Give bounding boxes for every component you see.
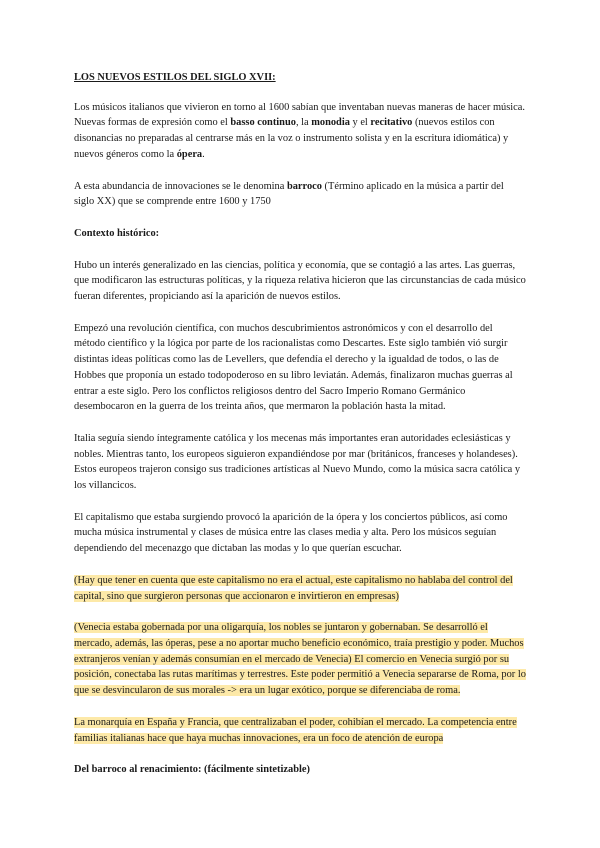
section-heading-barroco-renacimiento: Del barroco al renacimiento: (fácilmente sintetizable) <box>74 764 310 776</box>
paragraph-italia: Italia seguía siendo íntegramente católica y los mecenas más importantes eran autoridades eclesiásticas y nobles. Mientras tanto, los europeos siguieron expandiéndose por mar (británicos, franceses y holandeses). Estos europeos trajeron consigo sus tradiciones artísticas al Nuevo Mundo, como la música sacra católica y los villancicos. <box>74 432 521 492</box>
highlight-monarquia: La monarquía en España y Francia, que centralizaban el poder, cohibían el mercado. La competencia entre familias italianas hace que haya muchas innovaciones, era un foco de atención de europa <box>74 716 517 744</box>
term-basso-continuo: basso continuo <box>230 117 296 129</box>
term-monodia: monodia <box>311 117 350 129</box>
paragraph-intro-text-c: , la <box>295 117 312 129</box>
section-heading-contexto: Contexto histórico: <box>74 227 160 239</box>
paragraph-intro <box>74 100 526 163</box>
paragraph-note-capitalismo <box>74 573 526 604</box>
paragraph-intro-text-a: Los músicos italianos que vivieron en torno al 1600 sabían que inventaban nuevas maneras de hacer música. Nuevas formas de expresión como el <box>74 101 525 129</box>
paragraph-intro-text-f: . <box>202 148 205 160</box>
paragraph-ciencias: Hubo un interés generalizado en las ciencias, política y economía, que se contagió a las artes. Las guerras, que modificaron las estructuras políticas, y la riqueza relativa hicieron que las circunstancias de cada músico fueran diferentes, propiciando así la aparición de nuevos estilos. <box>74 259 526 303</box>
paragraph-barroco-text-a: A esta abundancia de innovaciones se le denomina <box>74 180 287 192</box>
paragraph-intro-text-d: y el <box>349 117 371 129</box>
highlight-venecia: (Venecia estaba gobernada por una oligarquía, los nobles se juntaron y gobernaban. Se desarrolló el mercado, además, las óperas, pese a no aportar mucho beneficio económico, traía prestigio y poder. Muchos extranjeros venían y además consumían en el mercado de Venecia) El comercio en Venecia surgió por su posición, conectaba las rutas marítimas y terrestres. Este poder permitió a Venecia separarse de Roma, por lo que se desvincularon de sus morales -> era un lugar exótico, porque se diferenciaba de roma. <box>74 622 526 697</box>
term-barroco: barroco <box>286 180 322 192</box>
paragraph-intro-text-e: (nuevos estilos con disonancias no preparadas al centrarse más en la voz o instrumento solista y en la escritura idiomática) y nuevos géneros como la <box>74 117 509 160</box>
highlight-note-capitalismo: (Hay que tener en cuenta que este capitalismo no era el actual, este capitalismo no hablaba del control del capital, sino que surgieron personas que accionaron e invirtieron en empresas) <box>74 574 513 602</box>
paragraph-revolucion: Empezó una revolución científica, con muchos descubrimientos astronómicos y con el desarrollo del método científico y la lógica por parte de los racionalistas como Descartes. Este siglo también vió surgir distintas ideas políticas como las de Levellers, que defendía el derecho y la igualdad de todos, o las de Hobbes que proponía un estado todopoderoso en su libro leviatán. Además, finalizaron muchas guerras al entrar a este siglo. Pero los conflictos religiosos dentro del Sacro Imperio Romano Germánico desembocaron en la guerra de los treinta años, que mermaron la población hasta la mitad. <box>74 322 513 413</box>
paragraph-capitalismo: El capitalismo que estaba surgiendo provocó la aparición de la ópera y los conciertos públicos, así como mucha música instrumental y clases de música entre las clases media y alta. Pero los músicos seguían dependiendo del mecenazgo que dictaban las modas y lo que querían escuchar. <box>74 511 508 555</box>
term-recitativo: recitativo <box>370 117 413 129</box>
paragraph-barroco-text-c: (Término aplicado en la música a partir del siglo XX) que se comprende entre 1600 y 1750 <box>74 180 504 208</box>
paragraph-venecia <box>74 620 526 699</box>
document-title: LOS NUEVOS ESTILOS DEL SIGLO XVII: <box>74 72 276 83</box>
paragraph-barroco <box>74 179 526 210</box>
term-opera: ópera <box>176 148 203 160</box>
paragraph-monarquia <box>74 715 526 746</box>
